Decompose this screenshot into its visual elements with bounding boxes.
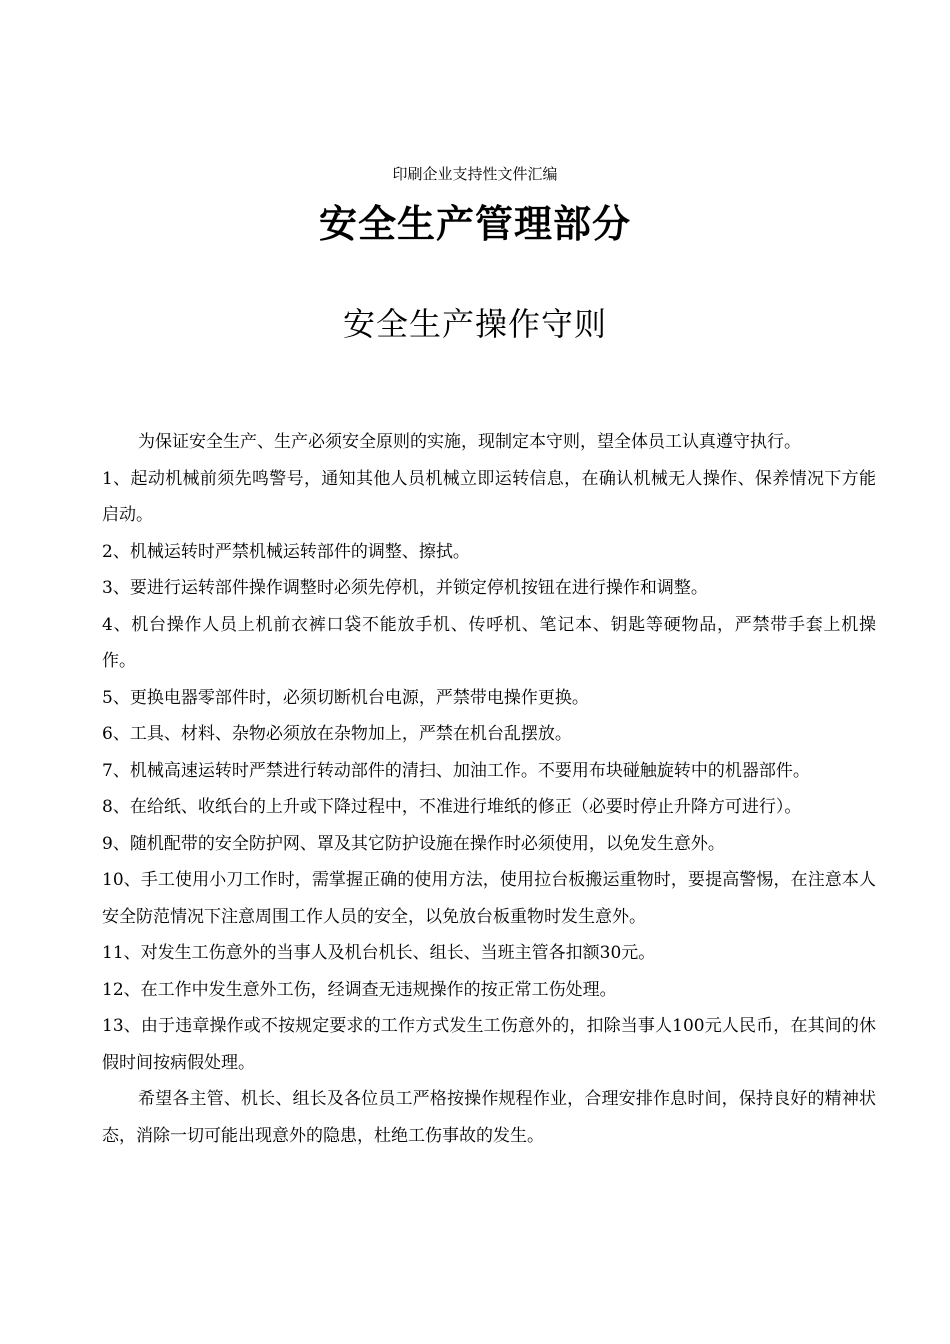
rule-item-8: 8、在给纸、收纸台的上升或下降过程中，不准进行堆纸的修正（必要时停止升降方可进行）。 xyxy=(102,797,802,817)
rule-item-4: 4、机台操作人员上机前衣裤口袋不能放手机、传呼机、笔记本、钥匙等硬物品，严禁带手套上机操作。 xyxy=(102,614,876,671)
rule-item-3: 3、要进行运转部件操作调整时必须先停机，并锁定停机按钮在进行操作和调整。 xyxy=(102,578,708,598)
rule-item-12: 12、在工作中发生意外工伤，经调查无违规操作的按正常工伤处理。 xyxy=(102,979,617,1000)
rule-item-6: 6、工具、材料、杂物必须放在杂物加上，严禁在机台乱摆放。 xyxy=(102,724,572,744)
rule-item-13: 13、由于违章操作或不按规定要求的工作方式发生工伤意外的，扣除当事人100元人民币，在其间的休假时间按病假处理。 xyxy=(102,1016,876,1073)
sub-title: 安全生产操作守则 xyxy=(342,305,607,343)
rule-item-7: 7、机械高速运转时严禁进行转动部件的清扫、加油工作。不要用布块碰触旋转中的机器部件。 xyxy=(102,760,810,781)
rule-item-11: 11、对发生工伤意外的当事人及机台机长、组长、当班主管各扣额30元。 xyxy=(102,943,656,963)
intro-paragraph: 为保证安全生产、生产必须安全原则的实施，现制定本守则，望全体员工认真遵守执行。 xyxy=(138,432,801,452)
document-body xyxy=(102,424,876,1154)
main-title: 安全生产管理部分 xyxy=(318,202,631,246)
rule-item-9: 9、随机配带的安全防护网、罩及其它防护设施在操作时必须使用，以免发生意外。 xyxy=(102,833,725,854)
collection-header: 印刷企业支持性文件汇编 xyxy=(392,165,558,183)
closing-paragraph: 希望各主管、机长、组长及各位员工严格按操作规程作业，合理安排作息时间，保持良好的精神状态，消除一切可能出现意外的隐患，杜绝工伤事故的发生。 xyxy=(102,1089,876,1146)
rule-item-5: 5、更换电器零部件时，必须切断机台电源，严禁带电操作更换。 xyxy=(102,687,589,708)
rule-item-10: 10、手工使用小刀工作时，需掌握正确的使用方法，使用拉台板搬运重物时，要提高警惕，在注意本人安全防范情况下注意周围工作人员的安全，以免放台板重物时发生意外。 xyxy=(102,870,876,927)
rule-item-1: 1、起动机械前须先鸣警号，通知其他人员机械立即运转信息，在确认机械无人操作、保养情况下方能启动。 xyxy=(102,468,876,525)
rule-item-2: 2、机械运转时严禁机械运转部件的调整、擦拭。 xyxy=(102,541,470,562)
